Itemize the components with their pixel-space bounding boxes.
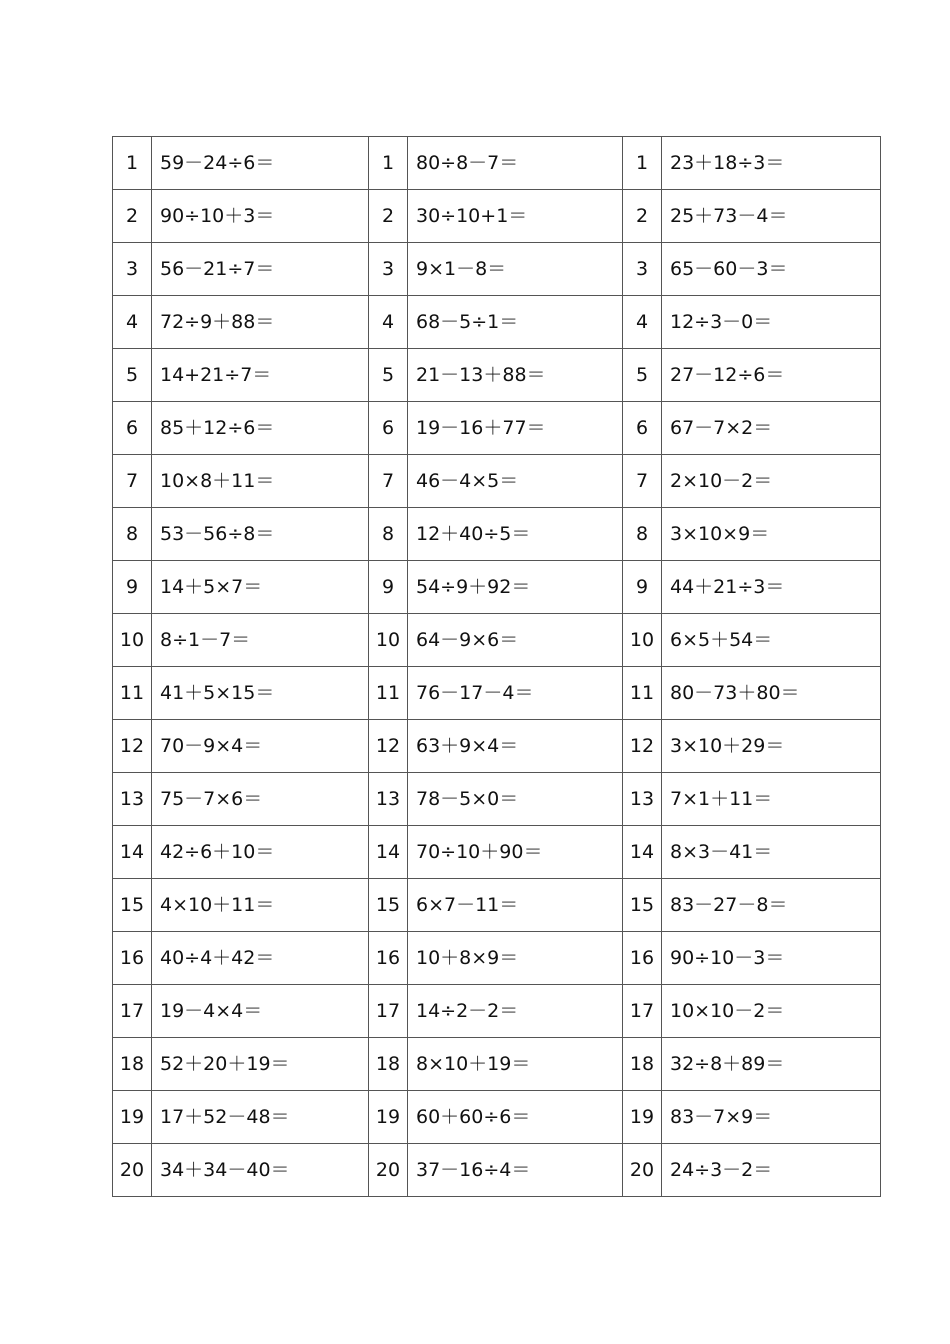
problem-expression: 64－9×6＝ xyxy=(408,614,623,667)
problem-number: 10 xyxy=(623,614,662,667)
problem-number: 19 xyxy=(369,1091,408,1144)
problem-number: 13 xyxy=(623,773,662,826)
problem-number: 3 xyxy=(369,243,408,296)
problem-number: 13 xyxy=(113,773,152,826)
problem-number: 4 xyxy=(369,296,408,349)
problem-number: 7 xyxy=(623,455,662,508)
problem-number: 8 xyxy=(369,508,408,561)
problem-expression: 76－17－4＝ xyxy=(408,667,623,720)
problem-expression: 30÷10+1＝ xyxy=(408,190,623,243)
table-row xyxy=(113,561,881,614)
arithmetic-worksheet-table xyxy=(112,136,881,1197)
worksheet-body xyxy=(113,137,881,1197)
problem-expression: 6×7－11＝ xyxy=(408,879,623,932)
table-row xyxy=(113,985,881,1038)
table-row xyxy=(113,932,881,985)
table-row xyxy=(113,243,881,296)
problem-number: 10 xyxy=(369,614,408,667)
problem-expression: 25＋73－4＝ xyxy=(662,190,881,243)
problem-number: 20 xyxy=(369,1144,408,1197)
problem-number: 16 xyxy=(623,932,662,985)
problem-number: 17 xyxy=(369,985,408,1038)
table-row xyxy=(113,720,881,773)
problem-number: 17 xyxy=(623,985,662,1038)
problem-number: 19 xyxy=(623,1091,662,1144)
problem-expression: 59－24÷6＝ xyxy=(152,137,369,190)
problem-expression: 44＋21÷3＝ xyxy=(662,561,881,614)
problem-expression: 46－4×5＝ xyxy=(408,455,623,508)
problem-number: 5 xyxy=(369,349,408,402)
problem-expression: 6×5＋54＝ xyxy=(662,614,881,667)
problem-expression: 27－12÷6＝ xyxy=(662,349,881,402)
problem-expression: 2×10－2＝ xyxy=(662,455,881,508)
table-row xyxy=(113,296,881,349)
table-row xyxy=(113,1144,881,1197)
problem-expression: 70÷10＋90＝ xyxy=(408,826,623,879)
table-row xyxy=(113,1091,881,1144)
problem-number: 14 xyxy=(623,826,662,879)
problem-number: 8 xyxy=(113,508,152,561)
problem-expression: 10×10－2＝ xyxy=(662,985,881,1038)
problem-number: 20 xyxy=(623,1144,662,1197)
table-row xyxy=(113,190,881,243)
problem-expression: 42÷6＋10＝ xyxy=(152,826,369,879)
problem-number: 18 xyxy=(113,1038,152,1091)
problem-expression: 32÷8＋89＝ xyxy=(662,1038,881,1091)
problem-number: 9 xyxy=(623,561,662,614)
problem-number: 7 xyxy=(369,455,408,508)
problem-number: 6 xyxy=(369,402,408,455)
problem-expression: 10＋8×9＝ xyxy=(408,932,623,985)
problem-expression: 9×1－8＝ xyxy=(408,243,623,296)
problem-number: 8 xyxy=(623,508,662,561)
table-row xyxy=(113,508,881,561)
table-row xyxy=(113,402,881,455)
problem-expression: 12＋40÷5＝ xyxy=(408,508,623,561)
problem-expression: 24÷3－2＝ xyxy=(662,1144,881,1197)
problem-number: 2 xyxy=(369,190,408,243)
problem-expression: 23＋18÷3＝ xyxy=(662,137,881,190)
problem-expression: 17＋52－48＝ xyxy=(152,1091,369,1144)
problem-expression: 85＋12÷6＝ xyxy=(152,402,369,455)
problem-number: 15 xyxy=(623,879,662,932)
problem-expression: 56－21÷7＝ xyxy=(152,243,369,296)
problem-expression: 75－7×6＝ xyxy=(152,773,369,826)
problem-expression: 83－27－8＝ xyxy=(662,879,881,932)
problem-number: 9 xyxy=(113,561,152,614)
problem-expression: 68－5÷1＝ xyxy=(408,296,623,349)
problem-expression: 90÷10＋3＝ xyxy=(152,190,369,243)
problem-number: 16 xyxy=(369,932,408,985)
table-row xyxy=(113,455,881,508)
problem-number: 11 xyxy=(113,667,152,720)
problem-expression: 52＋20＋19＝ xyxy=(152,1038,369,1091)
problem-expression: 40÷4＋42＝ xyxy=(152,932,369,985)
problem-expression: 90÷10－3＝ xyxy=(662,932,881,985)
problem-number: 3 xyxy=(623,243,662,296)
problem-expression: 78－5×0＝ xyxy=(408,773,623,826)
problem-number: 13 xyxy=(369,773,408,826)
problem-number: 10 xyxy=(113,614,152,667)
problem-number: 12 xyxy=(623,720,662,773)
problem-expression: 8×10＋19＝ xyxy=(408,1038,623,1091)
table-row xyxy=(113,773,881,826)
problem-number: 2 xyxy=(113,190,152,243)
problem-expression: 80÷8－7＝ xyxy=(408,137,623,190)
problem-expression: 8÷1－7＝ xyxy=(152,614,369,667)
problem-expression: 8×3－41＝ xyxy=(662,826,881,879)
problem-number: 9 xyxy=(369,561,408,614)
problem-number: 14 xyxy=(113,826,152,879)
problem-number: 6 xyxy=(623,402,662,455)
problem-expression: 80－73＋80＝ xyxy=(662,667,881,720)
problem-expression: 83－7×9＝ xyxy=(662,1091,881,1144)
table-row xyxy=(113,826,881,879)
problem-expression: 3×10×9＝ xyxy=(662,508,881,561)
problem-expression: 14+21÷7＝ xyxy=(152,349,369,402)
problem-number: 1 xyxy=(113,137,152,190)
problem-expression: 60＋60÷6＝ xyxy=(408,1091,623,1144)
problem-expression: 12÷3－0＝ xyxy=(662,296,881,349)
problem-expression: 14÷2－2＝ xyxy=(408,985,623,1038)
problem-number: 16 xyxy=(113,932,152,985)
table-row xyxy=(113,349,881,402)
problem-number: 18 xyxy=(369,1038,408,1091)
table-row xyxy=(113,1038,881,1091)
problem-number: 11 xyxy=(369,667,408,720)
problem-number: 14 xyxy=(369,826,408,879)
problem-number: 1 xyxy=(369,137,408,190)
table-row xyxy=(113,614,881,667)
problem-number: 4 xyxy=(113,296,152,349)
problem-expression: 19－16＋77＝ xyxy=(408,402,623,455)
problem-number: 1 xyxy=(623,137,662,190)
problem-number: 18 xyxy=(623,1038,662,1091)
problem-number: 3 xyxy=(113,243,152,296)
problem-expression: 54÷9＋92＝ xyxy=(408,561,623,614)
problem-number: 11 xyxy=(623,667,662,720)
problem-expression: 70－9×4＝ xyxy=(152,720,369,773)
problem-number: 15 xyxy=(113,879,152,932)
problem-number: 5 xyxy=(113,349,152,402)
problem-expression: 34＋34－40＝ xyxy=(152,1144,369,1197)
problem-expression: 53－56÷8＝ xyxy=(152,508,369,561)
problem-expression: 14＋5×7＝ xyxy=(152,561,369,614)
problem-number: 12 xyxy=(113,720,152,773)
problem-expression: 65－60－3＝ xyxy=(662,243,881,296)
table-row xyxy=(113,137,881,190)
problem-number: 12 xyxy=(369,720,408,773)
problem-number: 15 xyxy=(369,879,408,932)
problem-expression: 41＋5×15＝ xyxy=(152,667,369,720)
problem-number: 17 xyxy=(113,985,152,1038)
problem-expression: 4×10＋11＝ xyxy=(152,879,369,932)
table-row xyxy=(113,879,881,932)
problem-expression: 7×1＋11＝ xyxy=(662,773,881,826)
problem-number: 7 xyxy=(113,455,152,508)
problem-number: 6 xyxy=(113,402,152,455)
problem-number: 4 xyxy=(623,296,662,349)
problem-expression: 63＋9×4＝ xyxy=(408,720,623,773)
problem-number: 19 xyxy=(113,1091,152,1144)
problem-expression: 19－4×4＝ xyxy=(152,985,369,1038)
table-row xyxy=(113,667,881,720)
problem-number: 5 xyxy=(623,349,662,402)
problem-expression: 10×8＋11＝ xyxy=(152,455,369,508)
problem-expression: 3×10＋29＝ xyxy=(662,720,881,773)
problem-number: 20 xyxy=(113,1144,152,1197)
problem-expression: 67－7×2＝ xyxy=(662,402,881,455)
problem-expression: 72÷9＋88＝ xyxy=(152,296,369,349)
problem-expression: 21－13＋88＝ xyxy=(408,349,623,402)
problem-number: 2 xyxy=(623,190,662,243)
problem-expression: 37－16÷4＝ xyxy=(408,1144,623,1197)
